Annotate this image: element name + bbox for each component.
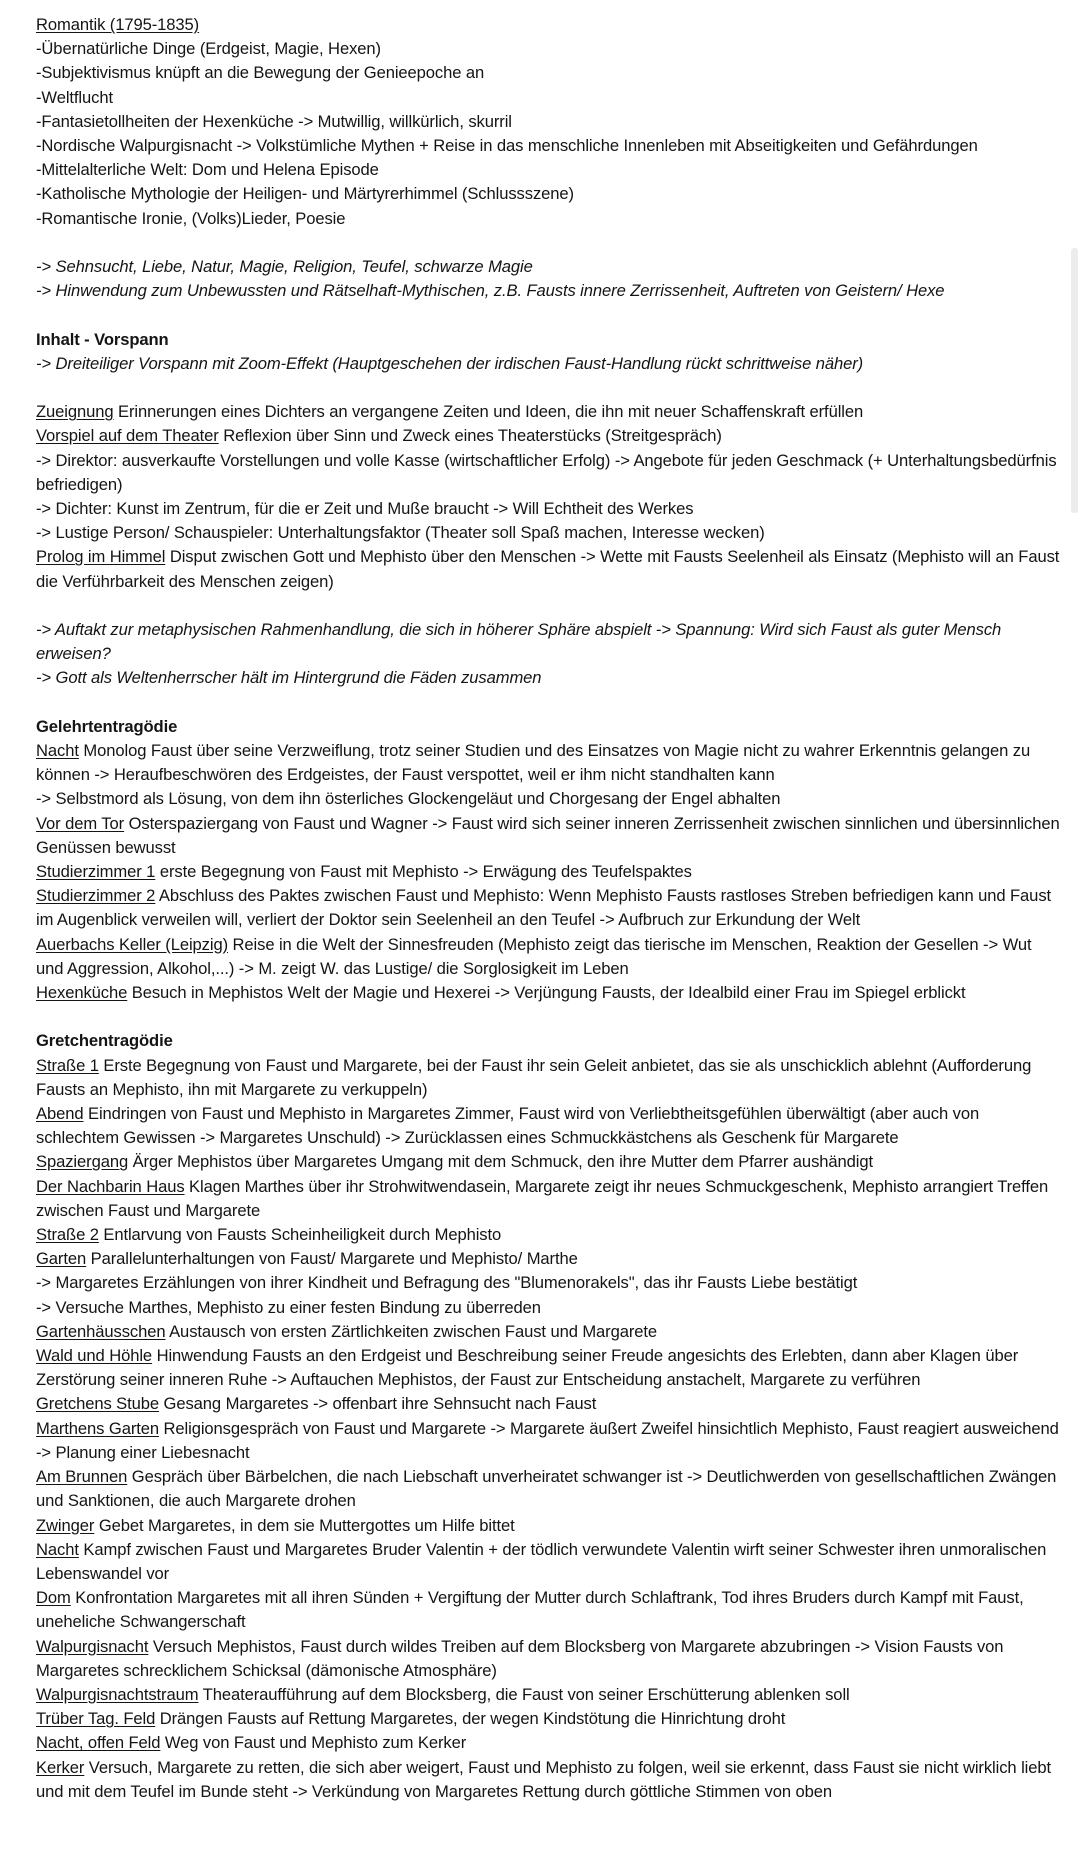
scene-title: Prolog im Himmel: [36, 547, 166, 567]
scene-entry: [36, 1344, 1060, 1392]
scene-text: Parallelunterhaltungen von Faust/ Margarete und Mephisto/ Marthe: [86, 1249, 578, 1269]
scene-entry: [36, 860, 1060, 884]
scene-title: Vorspiel auf dem Theater: [36, 426, 219, 446]
scene-entry: [36, 1465, 1060, 1513]
scene-text: Reflexion über Sinn und Zweck eines Theaterstücks (Streitgespräch): [218, 426, 722, 446]
scene-title: Gartenhäusschen: [36, 1321, 166, 1341]
scene-title: Wald und Höhle: [36, 1346, 153, 1366]
scene-entry: [36, 1707, 1060, 1731]
vorspann-point: -> Dichter: Kunst im Zentrum, für die er Zeit und Muße braucht -> Will Echtheit des Werkes: [36, 499, 694, 519]
vorspann-summary: -> Gott als Weltenherrscher hält im Hintergrund die Fäden zusammen: [36, 668, 542, 688]
scene-text: Abschluss des Paktes zwischen Faust und Mephisto: Wenn Mephisto Fausts rastloses Streben befriedigen kann und Faust im Augenblick verweilen will, verliert der Doktor sein Seelenheil an den Teufel -> Aufbruch zur Erkundung der Welt: [36, 886, 1052, 930]
scene-entry: [36, 1223, 1060, 1247]
scene-entry: [36, 1586, 1060, 1634]
scene-text: Osterspaziergang von Faust und Wagner -> Faust wird sich seiner inneren Zerrissenheit zwischen sinnlichen und übersinnlichen Genüssen bewusst: [36, 813, 1060, 857]
scene-text: Monolog Faust über seine Verzweiflung, trotz seiner Studien und des Einsatzes von Magie nicht zu wahrer Erkenntnis gelangen zu können -> Heraufbeschwören des Erdgeistes, der Faust verspottet, weil er ihm nicht standhalten kann: [36, 741, 1031, 785]
scene-entry: [36, 884, 1060, 932]
scene-entry: [36, 1175, 1060, 1223]
scene-text: Versuch, Margarete zu retten, die sich aber weigert, Faust und Mephisto zu folgen, weil sie erkennt, dass Faust sie nicht wirklich liebt und mit dem Teufel im Bunde steht -> Verkündung von Margaretes Rettung durch göttliche Stimmen von oben: [36, 1757, 1052, 1801]
scene-title: Vor dem Tor: [36, 813, 125, 833]
scrollbar[interactable]: [1071, 248, 1078, 513]
garten-point: -> Versuche Marthes, Mephisto zu einer festen Bindung zu überreden: [36, 1297, 541, 1317]
vorspann-summary: -> Auftakt zur metaphysischen Rahmenhandlung, die sich in höherer Sphäre abspielt -> Spannung: Wird sich Faust als guter Mensch erweisen?: [36, 620, 1002, 664]
romantik-summary: -> Hinwendung zum Unbewussten und Rätselhaft-Mythischen, z.B. Fausts innere Zerrissenheit, Auftreten von Geistern/ Hexe: [36, 281, 945, 301]
scene-entry: [36, 1731, 1060, 1755]
scene-text: Gespräch über Bärbelchen, die nach Liebschaft unverheiratet schwanger ist -> Deutlichwerden von gesellschaftlichen Zwängen und Sanktionen, die auch Margarete drohen: [36, 1467, 1057, 1511]
scene-entry: [36, 1756, 1060, 1804]
vorspann-point: -> Direktor: ausverkaufte Vorstellungen und volle Kasse (wirtschaftlicher Erfolg) -> Angebote für jeden Geschmack (+ Unterhaltungsbedürfnis befriedigen): [36, 450, 1057, 494]
scene-entry: [36, 933, 1060, 981]
scene-title: Marthens Garten: [36, 1418, 160, 1438]
vorspann-point: -> Lustige Person/ Schauspieler: Unterhaltungsfaktor (Theater soll Spaß machen, Interesse wecken): [36, 523, 765, 543]
scene-text: Versuch Mephistos, Faust durch wildes Treiben auf dem Blocksberg von Margarete abzubringen -> Vision Fausts von Margaretes schrecklichem Schicksal (dämonische Atmosphäre): [36, 1636, 1004, 1680]
scene-title: Nacht: [36, 1539, 79, 1559]
scene-entry: [36, 1392, 1060, 1416]
scene-title: Straße 2: [36, 1225, 99, 1245]
scene-text: Entlarvung von Fausts Scheinheiligkeit durch Mephisto: [98, 1225, 502, 1245]
romantik-line: -Romantische Ironie, (Volks)Lieder, Poesie: [36, 208, 346, 228]
scene-title: Trüber Tag. Feld: [36, 1709, 156, 1729]
scene-title: Abend: [36, 1104, 84, 1124]
scene-title: Am Brunnen: [36, 1467, 128, 1487]
vorspann-intro: -> Dreiteiliger Vorspann mit Zoom-Effekt (Hauptgeschehen der irdischen Faust-Handlung rückt schrittweise näher): [36, 353, 864, 373]
scene-text: Religionsgespräch von Faust und Margarete -> Margarete äußert Zweifel hinsichtlich Mephisto, Faust reagiert ausweichend -> Planung einer Liebesnacht: [36, 1418, 1059, 1462]
romantik-line: -Nordische Walpurgisnacht -> Volkstümliche Mythen + Reise in das menschliche Innenleben mit Abseitigkeiten und Gefährdungen: [36, 136, 978, 156]
romantik-line: -Übernatürliche Dinge (Erdgeist, Magie, Hexen): [36, 39, 381, 59]
scene-title: Auerbachs Keller (Leipzig): [36, 934, 229, 954]
scene-title: Hexenküche: [36, 983, 128, 1003]
scene-title: Zueignung: [36, 402, 114, 422]
scene-text: Reise in die Welt der Sinnesfreuden (Mephisto zeigt das tierische im Menschen, Reaktion der Gesellen -> Wut und Aggression, Alkohol,...) -> M. zeigt W. das Lustige/ die Sorglosigkeit im Leben: [36, 934, 1032, 978]
scene-entry: [36, 1683, 1060, 1707]
scene-title: Kerker: [36, 1757, 85, 1777]
scene-title: Studierzimmer 1: [36, 862, 156, 882]
scene-text: Disput zwischen Gott und Mephisto über den Menschen -> Wette mit Fausts Seelenheil als Einsatz (Mephisto will an Faust die Verführbarkeit des Menschen zeigen): [36, 547, 1060, 591]
scene-text: Kampf zwischen Faust und Margaretes Bruder Valentin + der tödlich verwundete Valentin wirft seiner Schwester ihren unmoralischen Lebenswandel vor: [36, 1539, 1047, 1583]
scene-title: Nacht: [36, 741, 79, 761]
scene-entry: [36, 400, 1060, 424]
scene-text: Erinnerungen eines Dichters an vergangene Zeiten und Ideen, die ihn mit neuer Schaffenskraft erfüllen: [113, 402, 864, 422]
scene-title: Gretchens Stube: [36, 1394, 160, 1414]
scene-title: Walpurgisnacht: [36, 1636, 149, 1656]
scene-text: Gebet Margaretes, in dem sie Muttergottes um Hilfe bittet: [94, 1515, 515, 1535]
scene-text: Eindringen von Faust und Mephisto in Margaretes Zimmer, Faust wird von Verliebtheitsgefühlen überwältigt (aber auch von schlechtem Gewissen -> Margaretes Unschuld) -> Zurücklassen eines Schmuckkästchens als Geschenk für Margarete: [36, 1104, 980, 1148]
scene-text: Theateraufführung auf dem Blocksberg, die Faust von seiner Erschütterung ablenken soll: [198, 1684, 850, 1704]
scene-text: Weg von Faust und Mephisto zum Kerker: [160, 1733, 467, 1753]
vorspann-heading: Inhalt - Vorspann: [36, 329, 169, 349]
scene-entry: [36, 1320, 1060, 1344]
scene-title: Zwinger: [36, 1515, 95, 1535]
romantik-line: -Weltflucht: [36, 87, 113, 107]
romantik-summary: -> Sehnsucht, Liebe, Natur, Magie, Religion, Teufel, schwarze Magie: [36, 257, 533, 277]
scene-text: Erste Begegnung von Faust und Margarete, bei der Faust ihr sein Geleit anbietet, das sie als unschicklich ablehnt (Aufforderung Fausts an Mephisto, ihn mit Margarete zu verkuppeln): [36, 1055, 1032, 1099]
scene-text: erste Begegnung von Faust mit Mephisto -> Erwägung des Teufelspaktes: [155, 862, 692, 882]
scene-text: Besuch in Mephistos Welt der Magie und Hexerei -> Verjüngung Fausts, der Idealbild einer Frau im Spiegel erblickt: [127, 983, 966, 1003]
scene-entry: [36, 1635, 1060, 1683]
scene-extra: -> Selbstmord als Lösung, von dem ihn österliches Glockengeläut und Chorgesang der Engel abhalten: [36, 789, 781, 809]
scene-entry: [36, 545, 1060, 593]
scene-title: Spaziergang: [36, 1152, 129, 1172]
scene-entry: [36, 1514, 1060, 1538]
scene-entry: [36, 1247, 1060, 1271]
scene-text: Hinwendung Fausts an den Erdgeist und Beschreibung seiner Freude angesichts des Erlebten, dann aber Klagen über Zerstörung seiner inneren Ruhe -> Auftauchen Mephistos, der Faust zur Entscheidung anstachelt, Margarete zu verführen: [36, 1346, 1019, 1390]
scene-entry: [36, 739, 1060, 787]
gretchen-heading: Gretchentragödie: [36, 1031, 173, 1051]
scene-entry: [36, 981, 1060, 1005]
scene-title: Nacht, offen Feld: [36, 1733, 161, 1753]
scene-entry: [36, 1417, 1060, 1465]
scene-entry: [36, 1538, 1060, 1586]
romantik-line: -Subjektivismus knüpft an die Bewegung der Genieepoche an: [36, 63, 485, 83]
scene-text: Konfrontation Margaretes mit all ihren Sünden + Vergiftung der Mutter durch Schlaftrank, Tod ihres Bruders durch Kampf mit Faust, uneheliche Schwangerschaft: [36, 1588, 1024, 1632]
gelehrten-heading: Gelehrtentragödie: [36, 716, 178, 736]
scene-entry: [36, 1102, 1060, 1150]
scene-entry: [36, 1150, 1060, 1174]
scene-text: Austausch von ersten Zärtlichkeiten zwischen Faust und Margarete: [165, 1321, 658, 1341]
romantik-line: -Katholische Mythologie der Heiligen- und Märtyrerhimmel (Schlussszene): [36, 184, 574, 204]
romantik-line: -Fantasietollheiten der Hexenküche -> Mutwillig, willkürlich, skurril: [36, 111, 512, 131]
romantik-heading: Romantik (1795-1835): [36, 15, 200, 34]
scene-entry: [36, 424, 1060, 448]
scene-title: Walpurgisnachtstraum: [36, 1684, 199, 1704]
scene-title: Garten: [36, 1249, 87, 1269]
scene-title: Dom: [36, 1588, 71, 1608]
document-body: [36, 13, 1060, 1804]
scene-entry: [36, 1054, 1060, 1102]
scene-text: Klagen Marthes über ihr Strohwitwendasein, Margarete zeigt ihr neues Schmuckgeschenk, Mephisto arrangiert Treffen zwischen Faust und Margarete: [36, 1176, 1049, 1220]
scene-title: Studierzimmer 2: [36, 886, 156, 906]
romantik-line: -Mittelalterliche Welt: Dom und Helena Episode: [36, 160, 379, 180]
scene-title: Straße 1: [36, 1055, 99, 1075]
scene-text: Ärger Mephistos über Margaretes Umgang mit dem Schmuck, den ihre Mutter dem Pfarrer aushändigt: [128, 1152, 874, 1172]
garten-point: -> Margaretes Erzählungen von ihrer Kindheit und Befragung des "Blumenorakels", das ihr Fausts Liebe bestätigt: [36, 1273, 858, 1293]
scene-text: Drängen Fausts auf Rettung Margaretes, der wegen Kindstötung die Hinrichtung droht: [155, 1709, 786, 1729]
scene-text: Gesang Margaretes -> offenbart ihre Sehnsucht nach Faust: [159, 1394, 597, 1414]
scene-entry: [36, 812, 1060, 860]
scene-title: Der Nachbarin Haus: [36, 1176, 185, 1196]
